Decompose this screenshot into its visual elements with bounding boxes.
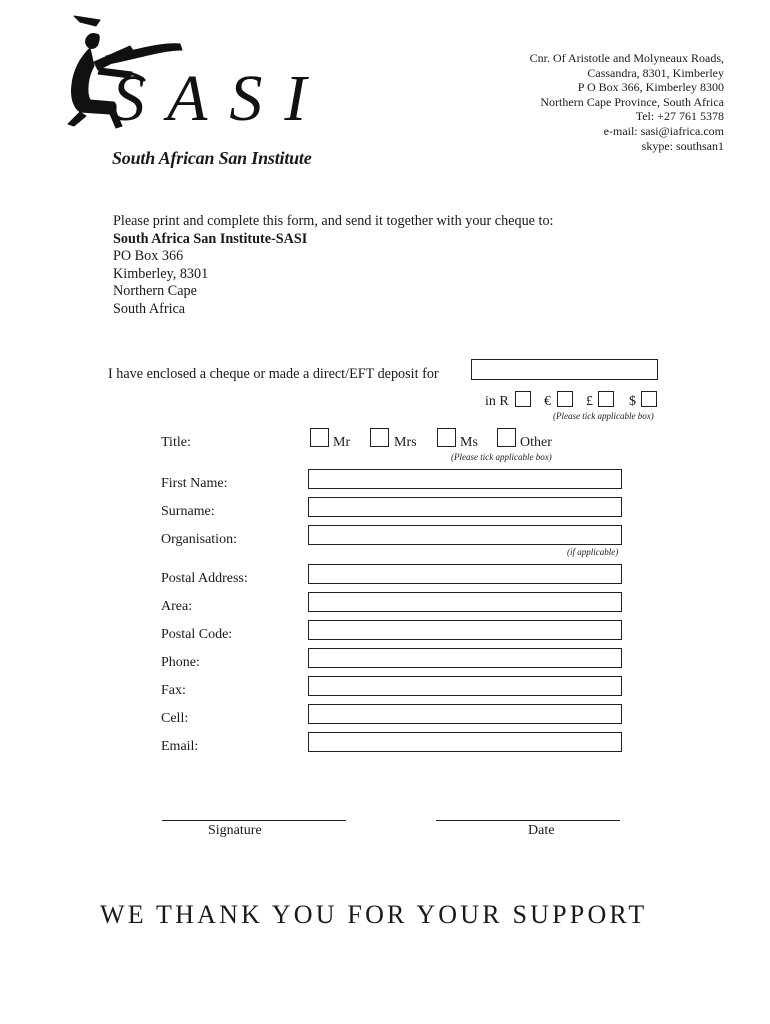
surname-label: Surname:	[161, 504, 215, 519]
area-label: Area:	[161, 599, 193, 614]
currency-dollar-checkbox[interactable]	[641, 391, 657, 407]
title-hint: (Please tick applicable box)	[451, 452, 552, 462]
cell-field[interactable]	[308, 704, 622, 724]
address-line: Cnr. Of Aristotle and Molyneaux Roads,	[529, 51, 724, 65]
recipient-line: Northern Cape	[113, 283, 197, 299]
recipient-line: PO Box 366	[113, 248, 184, 264]
title-label: Title:	[161, 435, 191, 450]
cell-label: Cell:	[161, 711, 189, 726]
date-line[interactable]	[436, 820, 620, 821]
email-field[interactable]	[308, 732, 622, 752]
currency-dollar-label: $	[629, 394, 636, 409]
title-ms-label: Ms	[460, 435, 478, 450]
recipient-name: South Africa San Institute-SASI	[113, 230, 308, 247]
currency-euro-label: €	[544, 394, 551, 409]
currency-pound-checkbox[interactable]	[598, 391, 614, 407]
signature-label: Signature	[208, 823, 262, 838]
intro-instruction: Please print and complete this form, and send it together with your cheque to:	[113, 213, 554, 229]
logo-text: SASI	[112, 62, 329, 135]
title-other-checkbox[interactable]	[497, 428, 516, 447]
recipient-line: Kimberley, 8301	[113, 265, 209, 282]
surname-field[interactable]	[308, 497, 622, 517]
postal-address-label: Postal Address:	[161, 571, 248, 586]
title-ms-checkbox[interactable]	[437, 428, 456, 447]
fax-field[interactable]	[308, 676, 622, 696]
currency-rand-label: in R	[485, 394, 509, 409]
postal-code-field[interactable]	[308, 620, 622, 640]
address-phone: Tel: +27 761 5378	[635, 109, 724, 124]
address-skype: skype: southsan1	[641, 138, 724, 153]
phone-field[interactable]	[308, 648, 622, 668]
deposit-amount-field[interactable]	[471, 359, 658, 380]
address-line: P O Box 366, Kimberley 8300	[577, 80, 724, 95]
currency-rand-checkbox[interactable]	[515, 391, 531, 407]
postal-code-label: Postal Code:	[161, 627, 233, 642]
title-mrs-label: Mrs	[394, 435, 417, 450]
currency-hint: (Please tick applicable box)	[553, 411, 654, 421]
organisation-field[interactable]	[308, 525, 622, 545]
title-mr-label: Mr	[333, 435, 351, 450]
postal-address-field[interactable]	[308, 564, 622, 584]
email-label: Email:	[161, 739, 199, 754]
organisation-label: Organisation:	[161, 532, 237, 547]
contact-address	[530, 51, 724, 153]
address-line: Northern Cape Province, South Africa	[540, 94, 724, 109]
fax-label: Fax:	[161, 683, 186, 698]
address-line: Cassandra, 8301, Kimberley	[587, 65, 724, 80]
organisation-hint: (if applicable)	[567, 547, 619, 557]
address-email: e-mail: sasi@iafrica.com	[603, 123, 724, 138]
currency-pound-label: £	[586, 394, 593, 409]
title-mrs-checkbox[interactable]	[370, 428, 389, 447]
date-label: Date	[528, 823, 555, 838]
first-name-label: First Name:	[161, 476, 228, 491]
title-mr-checkbox[interactable]	[310, 428, 329, 447]
thank-you-message: WE THANK YOU FOR YOUR SUPPORT	[100, 900, 648, 929]
signature-line[interactable]	[162, 820, 346, 821]
recipient-line: South Africa	[113, 300, 186, 317]
first-name-field[interactable]	[308, 469, 622, 489]
phone-label: Phone:	[161, 655, 200, 670]
area-field[interactable]	[308, 592, 622, 612]
title-other-label: Other	[520, 435, 552, 450]
institute-name: South African San Institute	[112, 148, 312, 168]
deposit-label: I have enclosed a cheque or made a direct/EFT deposit for	[108, 366, 439, 382]
intro-block	[113, 213, 554, 318]
currency-euro-checkbox[interactable]	[557, 391, 573, 407]
